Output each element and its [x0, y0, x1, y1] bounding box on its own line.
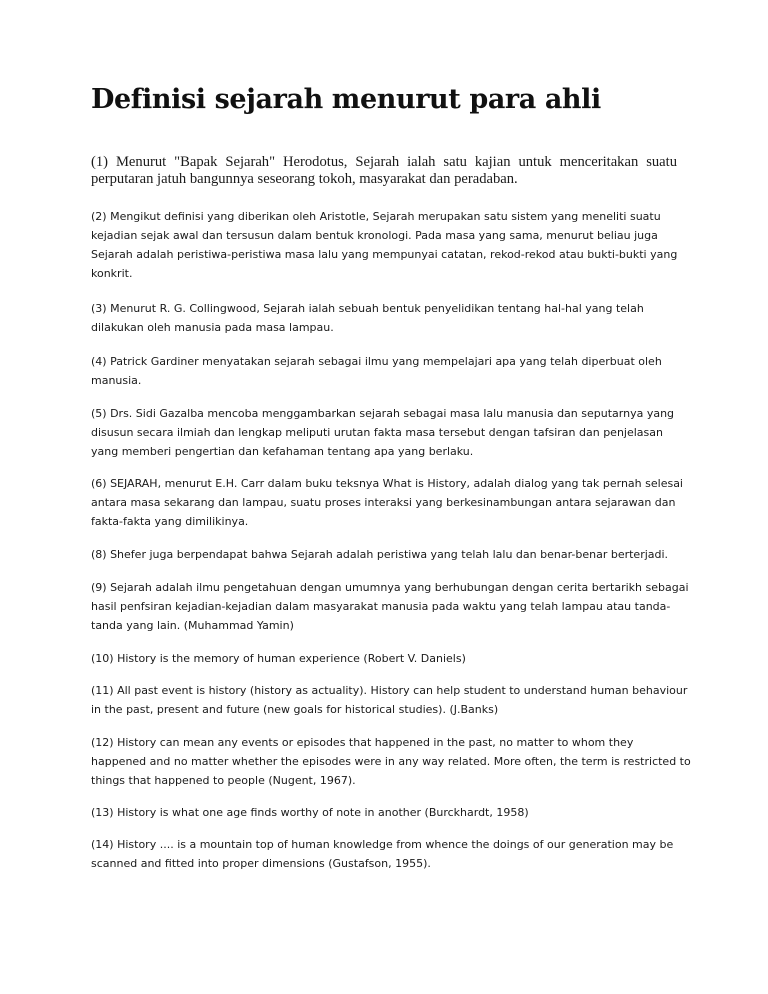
paragraph-13: (13) History is what one age finds worthy of note in another (Burckhardt, 1958): [91, 806, 529, 819]
paragraph-8: (8) Shefer juga berpendapat bahwa Sejarah adalah peristiwa yang telah lalu dan benar-benar berterjadi.: [91, 548, 669, 561]
page-title: Definisi sejarah menurut para ahli: [91, 84, 601, 115]
paragraph-1: (1) Menurut "Bapak Sejarah" Herodotus, Sejarah ialah satu kajian untuk menceritakan suatu perputaran jatuh bangunnya seseorang tokoh, masyarakat dan peradaban.: [91, 154, 677, 187]
paragraph-12: (12) History can mean any events or episodes that happened in the past, no matter to whom they happened and no matter whether the episodes were in any way related. More often, the term is restricted to things that happened to people (Nugent, 1967).: [91, 736, 691, 787]
paragraph-6: (6) SEJARAH, menurut E.H. Carr dalam buku teksnya What is History, adalah dialog yang tak pernah selesai antara masa sekarang dan lampau, suatu proses interaksi yang berkesinambungan antara sejarawan dan fakta-fakta yang dimilikinya.: [91, 477, 683, 528]
paragraph-5: (5) Drs. Sidi Gazalba mencoba menggambarkan sejarah sebagai masa lalu manusia dan seputarnya yang disusun secara ilmiah dan lengkap meliputi urutan fakta masa tersebut dengan tafsiran dan penjelasan yang memberi pengertian dan kefahaman tentang apa yang berlaku.: [91, 407, 675, 458]
paragraph-9: (9) Sejarah adalah ilmu pengetahuan dengan umumnya yang berhubungan dengan cerita bertarikh sebagai hasil penfsiran kejadian-kejadian dalam masyarakat manusia pada waktu yang telah lampau atau tanda-tanda yang lain. (Muhammad Yamin): [91, 581, 689, 632]
paragraph-10: (10) History is the memory of human experience (Robert V. Daniels): [91, 652, 466, 665]
paragraph-2: (2) Mengikut definisi yang diberikan oleh Aristotle, Sejarah merupakan satu sistem yang meneliti suatu kejadian sejak awal dan tersusun dalam bentuk kronologi. Pada masa yang sama, menurut beliau juga Sejarah adalah peristiwa-peristiwa masa lalu yang mempunyai catatan, rekod-rekod atau bukti-bukti yang konkrit.: [91, 210, 678, 280]
paragraph-3: (3) Menurut R. G. Collingwood, Sejarah ialah sebuah bentuk penyelidikan tentang hal-hal yang telah dilakukan oleh manusia pada masa lampau.: [91, 302, 644, 334]
paragraph-4: (4) Patrick Gardiner menyatakan sejarah sebagai ilmu yang mempelajari apa yang telah diperbuat oleh manusia.: [91, 355, 662, 387]
paragraph-11: (11) All past event is history (history as actuality). History can help student to understand human behaviour in the past, present and future (new goals for historical studies). (J.Banks): [91, 684, 688, 716]
paragraph-14: (14) History .... is a mountain top of human knowledge from whence the doings of our generation may be scanned and fitted into proper dimensions (Gustafson, 1955).: [91, 838, 674, 870]
